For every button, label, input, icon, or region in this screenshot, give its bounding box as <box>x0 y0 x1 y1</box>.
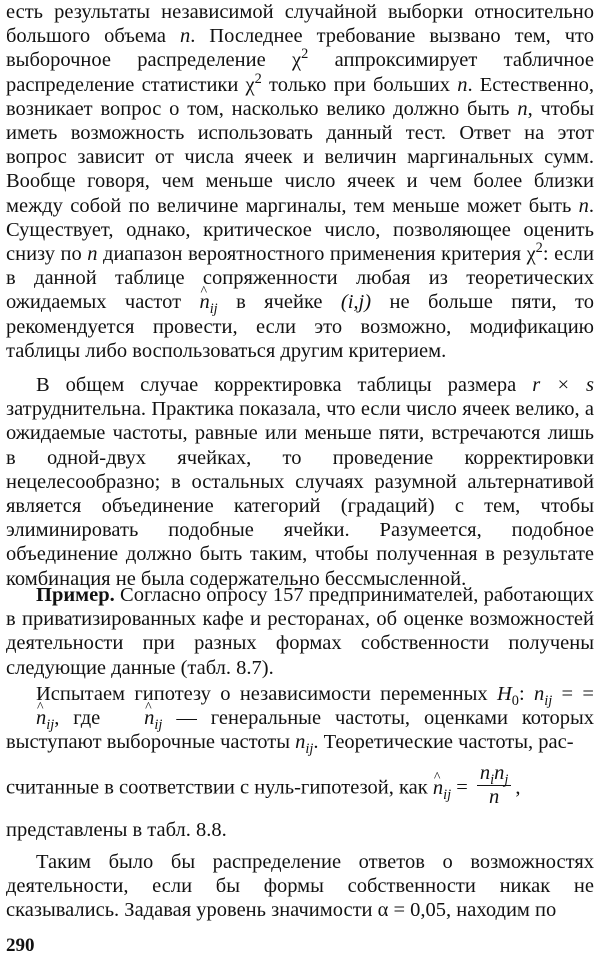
subscript: ij <box>46 717 55 734</box>
paragraph-distribution <box>6 850 594 923</box>
text-run: аппроксимирует табличное распределение статистики χ <box>6 49 594 96</box>
cell-index: (i,j) <box>340 291 372 314</box>
fraction <box>477 762 512 808</box>
subscript: ij <box>154 717 163 734</box>
text-run: Согласно опросу 157 предпринимателей, работающих в приватизированных кафе и ресторанах, об оценке возможностей деятельности при разных формах собственности получены следующие данные (табл. 8.7). <box>6 584 594 679</box>
formula-line <box>6 762 594 812</box>
variable-n-hat: ^ n <box>6 706 46 730</box>
superscript: 2 <box>301 46 309 63</box>
text-run: . Теоретические частоты, рас- <box>313 731 574 754</box>
superscript: 2 <box>535 240 543 257</box>
text-run: : <box>518 683 534 705</box>
variable-n-hat: ^ n <box>433 776 443 800</box>
text-run: не больше пяти, то рекомендуется провести, если это возможно, модификацию таблицы либо воспользоваться другим критерием. <box>6 291 594 362</box>
variable-n: n <box>87 243 98 266</box>
subscript: i <box>490 772 495 789</box>
example-heading: Пример. <box>36 584 115 606</box>
variable-n-hat: ^ n <box>199 290 209 314</box>
table-size: r × s <box>532 374 594 396</box>
text-run: . Существует, однако, критическое число, позволяющее оценить снизу по <box>6 194 594 266</box>
variable-n: n <box>533 683 545 705</box>
subscript: ij <box>209 301 218 318</box>
subscript: j <box>504 772 509 789</box>
text-run: затруднительна. Практика показала, что если число ячеек велико, а ожидаемые частоты, равные или меньше пяти, встречаются лишь в одной-двух ячейках, то проведение корректировки нецелесообразно; в остальных случаях разумной альтернативой является объединение категорий (градаций) с тем, чтобы элиминировать подобные ячейки. Разумеется, подобное объединение должно быть таким, чтобы полученная в результате комбинация не была содержательно бессмысленной. <box>6 398 594 590</box>
text-run: , чтобы иметь возможность использовать данный тест. Ответ на этот вопрос зависит от числа ячеек и величин маргинальных сумм. Вообще говоря, чем меньше число ячеек и чем более близки между собой по величине маргиналы, тем меньше может быть <box>6 97 595 217</box>
document-page <box>6 0 594 961</box>
page-number: 290 <box>6 935 35 956</box>
subscript: ij <box>544 693 553 710</box>
text-run: представлены в табл. 8.8. <box>6 819 227 841</box>
text-run: в ячейке <box>217 291 341 314</box>
fraction-numerator <box>477 762 512 789</box>
subscript: ij <box>305 741 314 758</box>
variable-n: n <box>179 25 191 48</box>
text-run: Таким было бы распределение ответов о возможностях деятельности, если бы формы собственности никак не сказывались. Задавая уровень значимости α = 0,05, находим по <box>6 851 594 922</box>
text-run: . Естественно, возникает вопрос о том, насколько велико должно быть <box>6 73 594 120</box>
text-run: диапазон вероятностного применения критерия χ <box>97 243 536 266</box>
variable-n: n <box>295 731 306 754</box>
paragraph-example <box>6 583 594 680</box>
text-run: В общем случае корректировка таблицы размера <box>36 374 533 396</box>
superscript: 2 <box>254 70 262 87</box>
paragraph-chi-square-conditions <box>6 0 594 363</box>
variable-n: n <box>494 762 505 784</box>
subscript: ij <box>443 786 452 803</box>
text-run: , <box>515 776 521 799</box>
variable-n: n <box>457 73 468 96</box>
variable-n: n <box>479 762 491 784</box>
paragraph-table-correction <box>6 373 594 591</box>
text-run: считанные в соответствии с нуль-гипотезой, как <box>6 776 433 799</box>
paragraph-hypothesis <box>6 682 594 758</box>
variable-n: n <box>578 194 589 217</box>
paragraph-hypothesis-end <box>6 818 594 842</box>
variable-n: n <box>517 97 528 120</box>
text-run: есть результаты независимой случайной выборки относительно большого объема <box>6 1 594 48</box>
text-run: = <box>451 776 473 799</box>
text-run: Испытаем гипотезу о независимости переменных <box>36 683 497 705</box>
variable-n-hat: ^ n <box>114 706 154 730</box>
text-run: = = <box>552 683 594 705</box>
text-run: — генеральные частоты, оценками которых выступают выборочные частоты <box>6 707 594 754</box>
variable-h: H <box>496 683 512 705</box>
text-run: только при больших <box>261 73 458 96</box>
subscript: 0 <box>511 693 519 710</box>
text-run: : если в данной таблице сопряженности любая из теоретических ожидаемых частот <box>6 243 594 314</box>
text-run: , где <box>54 707 115 730</box>
fraction-denominator: n <box>489 786 500 808</box>
text-run: . Последнее требование вызвано тем, что выборочное распределение χ <box>6 25 594 72</box>
